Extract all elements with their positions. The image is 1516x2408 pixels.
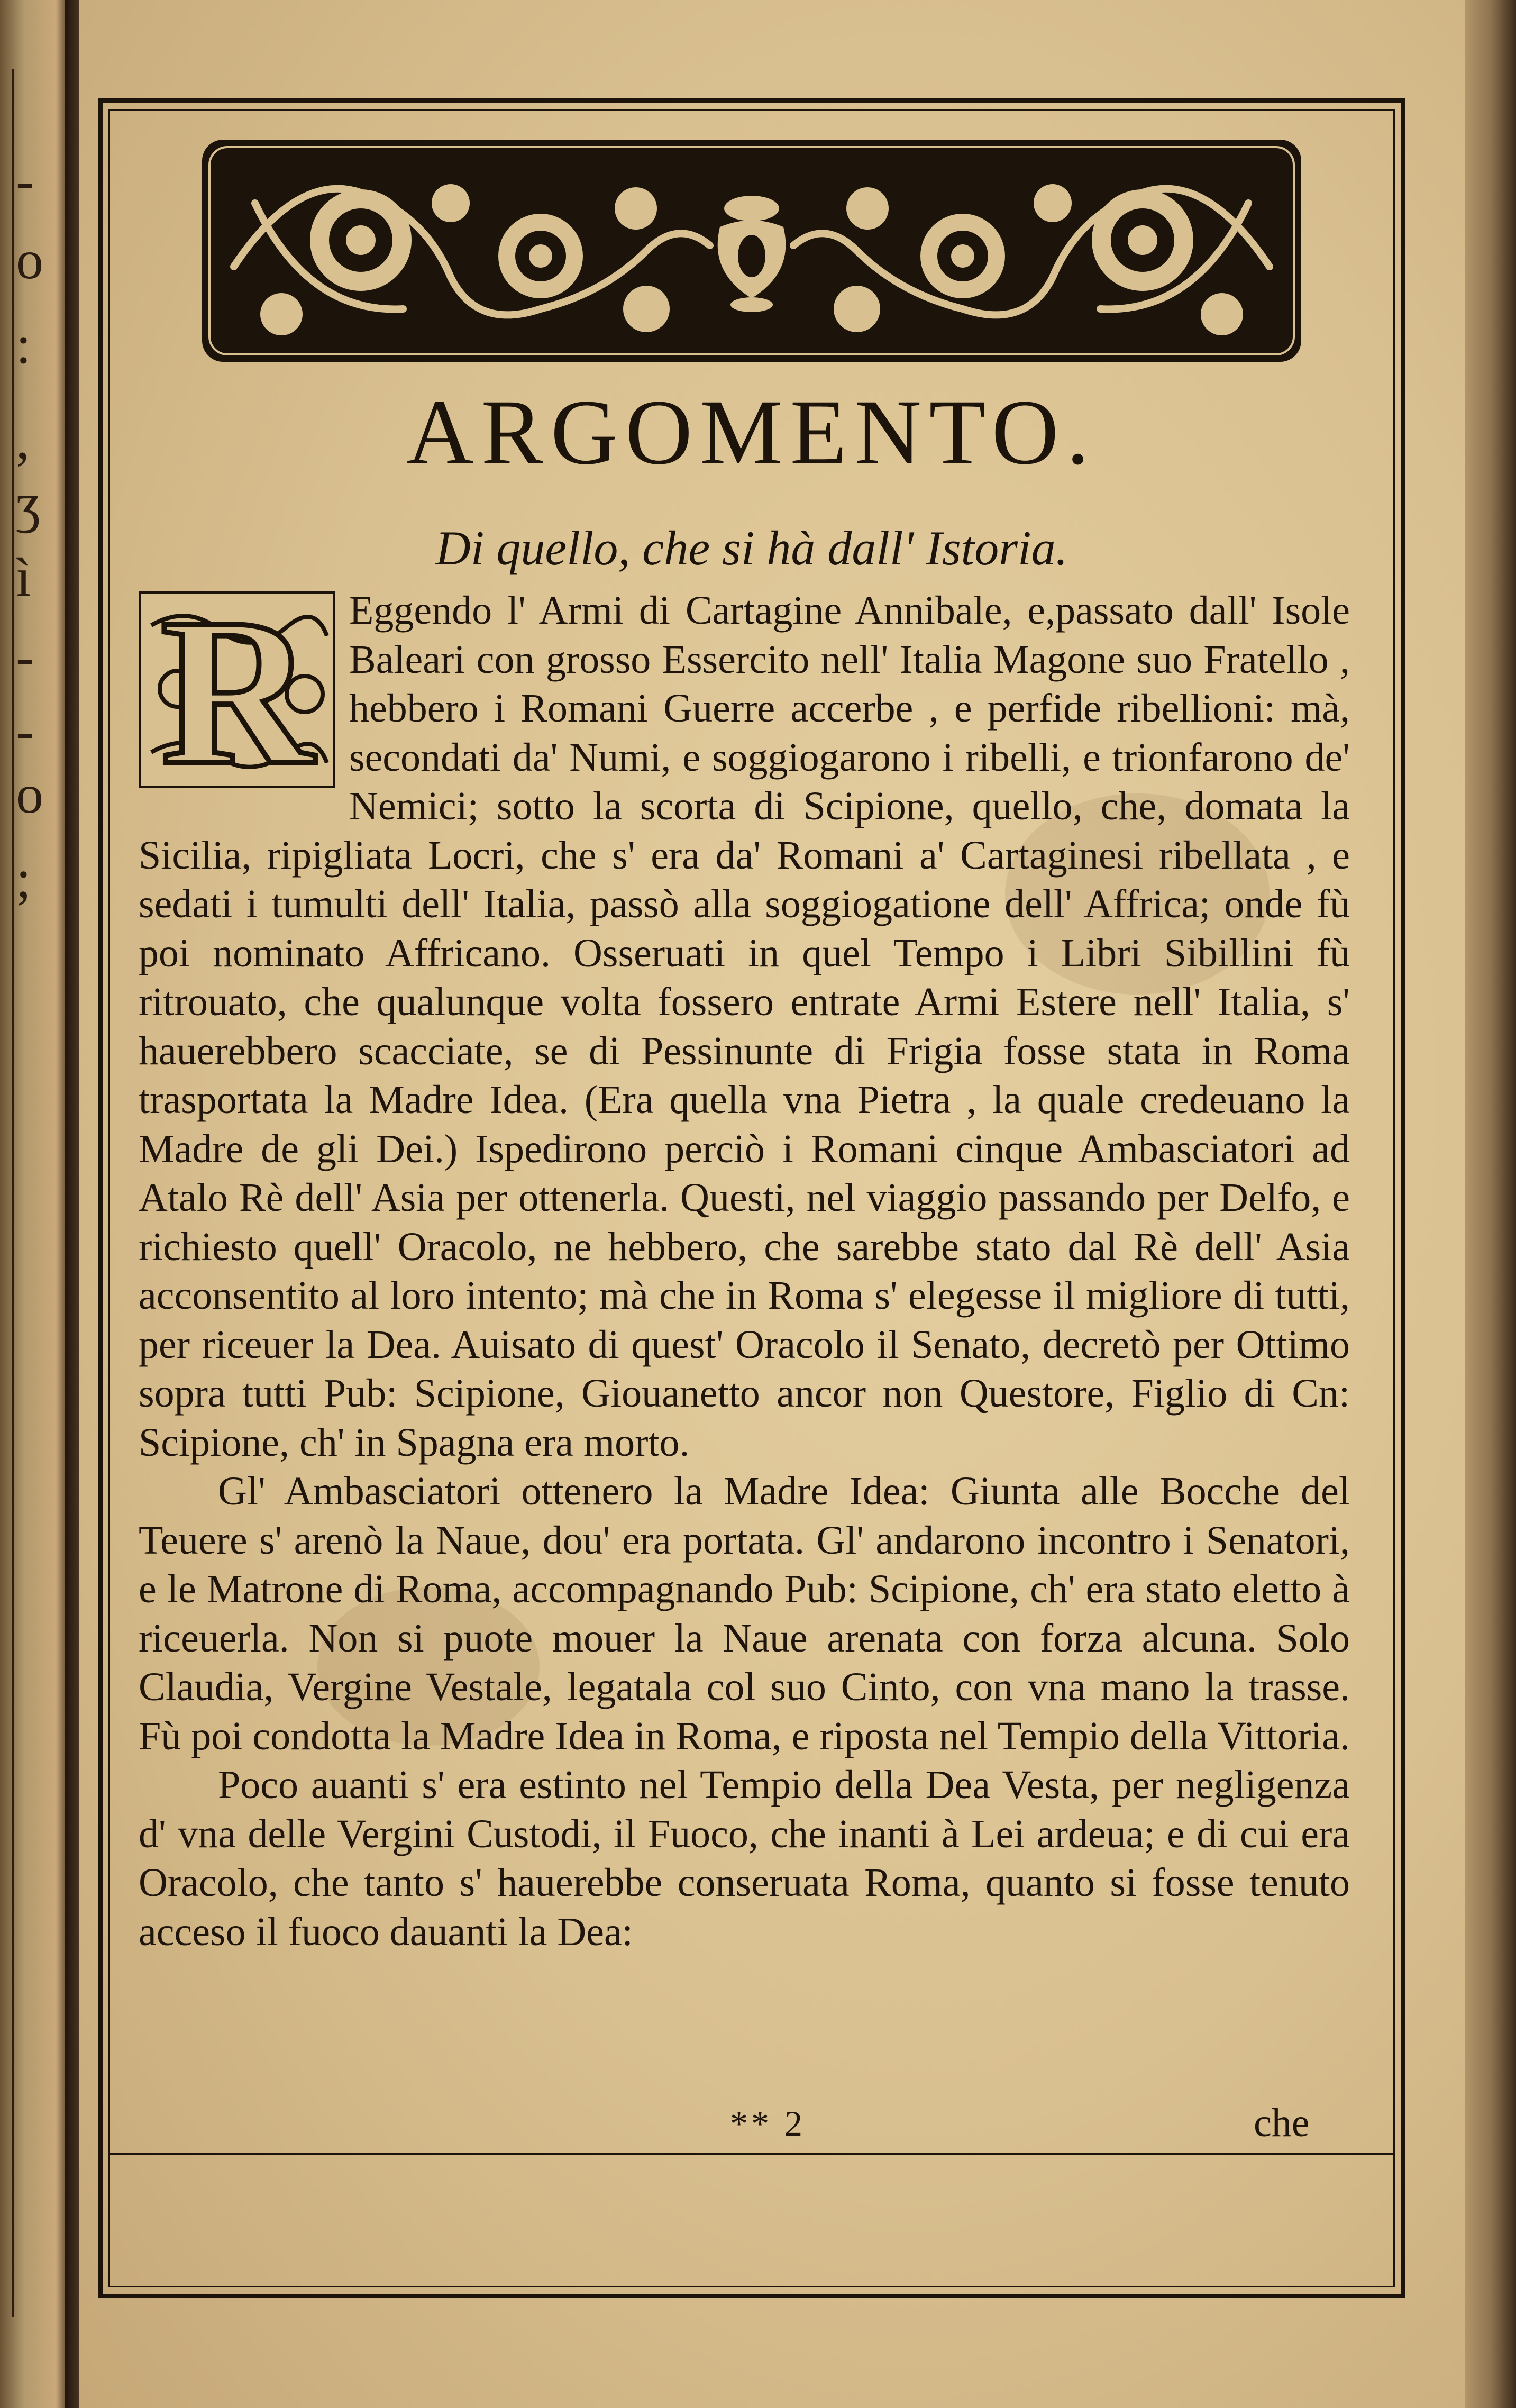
facing-page-strip [0, 0, 70, 2408]
catchword: che [1254, 2101, 1310, 2145]
facing-fragment: , [16, 409, 30, 470]
body-text [139, 586, 1350, 1956]
facing-fragment: ; [16, 849, 31, 909]
facing-fragment: - [16, 700, 34, 761]
facing-page-rule [0, 69, 14, 2317]
page-subtitle: Di quello, che si hà dall' Istoria. [435, 521, 1068, 575]
paragraph: Eggendo l' Armi di Cartagine Annibale, e,passato dall' Isole Baleari con grosso Essercito nell' Italia Magone suo Fratello , hebbero i Romani Guerre accerbe , e perfide ribellioni: mà, secondati da' Numi, e soggiogarono i ribelli, e trionfarono de' Nemici; sotto la scorta di Scipione, quello, che, domata la Sicilia, ripigliata Locri, che s' era da' Romani a' Cartaginesi ribellata , e sedati i tumulti dell' Italia, passò alla soggiogatione dell' Affrica; onde fù poi nominato Affricano. Osseruati in quel Tempo i Libri Sibillini fù ritrouato, che qualunque volta fossero entrate Armi Estere nell' Italia, s' hauerebbero scacciate, se di Pessinunte di Frigia fosse stata in Roma trasportata la Madre Idea. (Era quella vna Pietra , la quale credeuano la Madre de gli Dei.) Ispedirono perciò i Romani cinque Ambasciatori ad Atalo Rè dell' Asia per ottenerla. Questi, nel viaggio passando per Delfo, e richiesto quell' Oracolo, ne hebbero, che sarebbe stato dal Rè dell' Asia acconsentito al loro intento; mà che in Roma s' elegesse il migliore di tutti, per riceuer la Dea. Auisato di quest' Oracolo il Senato, decretò per Ottimo sopra tutti Pub: Scipione, Giouanetto ancor non Questore, Figlio di Cn: Scipione, ch' in Spagna era morto. [139, 588, 1350, 1465]
facing-fragment: o [16, 230, 43, 290]
headpiece-graphic [202, 140, 1301, 362]
page-edge [1465, 0, 1516, 2408]
facing-fragment: ì [16, 547, 31, 608]
dropcap-initial [139, 591, 335, 788]
facing-fragment: - [16, 150, 34, 211]
floral-headpiece-ornament [202, 140, 1301, 362]
paragraph: Poco auanti s' era estinto nel Tempio della Dea Vesta, per negligenza d' vna delle Vergini Custodi, il Fuoco, che inanti à Lei ardeua; e di cui era Oracolo, che tanto s' hauerebbe conseruata Roma, quanto si fosse tenuto acceso il fuoco dauanti la Dea: [139, 1763, 1350, 1954]
page-title: ARGOMENTO. [406, 381, 1097, 484]
paragraph: Gl' Ambasciatori ottenero la Madre Idea: Giunta alle Bocche del Teuere s' arenò la Naue, dou' era portata. Gl' andarono incontro i Senatori, e le Matrone di Roma, accompagnando Pub: Scipione, ch' era stato eletto à riceuerla. Non si puote mouer la Naue arenata con forza alcuna. Solo Claudia, Vergine Vestale, legatala col suo Cinto, con vna mano la trasse. Fù poi condotta la Madre Idea in Roma, e riposta nel Tempio della Vittoria. [139, 1469, 1350, 1758]
footer-rule [108, 2153, 1395, 2155]
facing-fragment: ʒ [16, 473, 41, 534]
signature-mark: ** 2 [730, 2103, 806, 2144]
facing-fragment: : [16, 314, 31, 375]
dropcap-letter: R [160, 591, 314, 788]
facing-fragment: - [16, 626, 34, 687]
facing-fragment: o [16, 764, 43, 825]
